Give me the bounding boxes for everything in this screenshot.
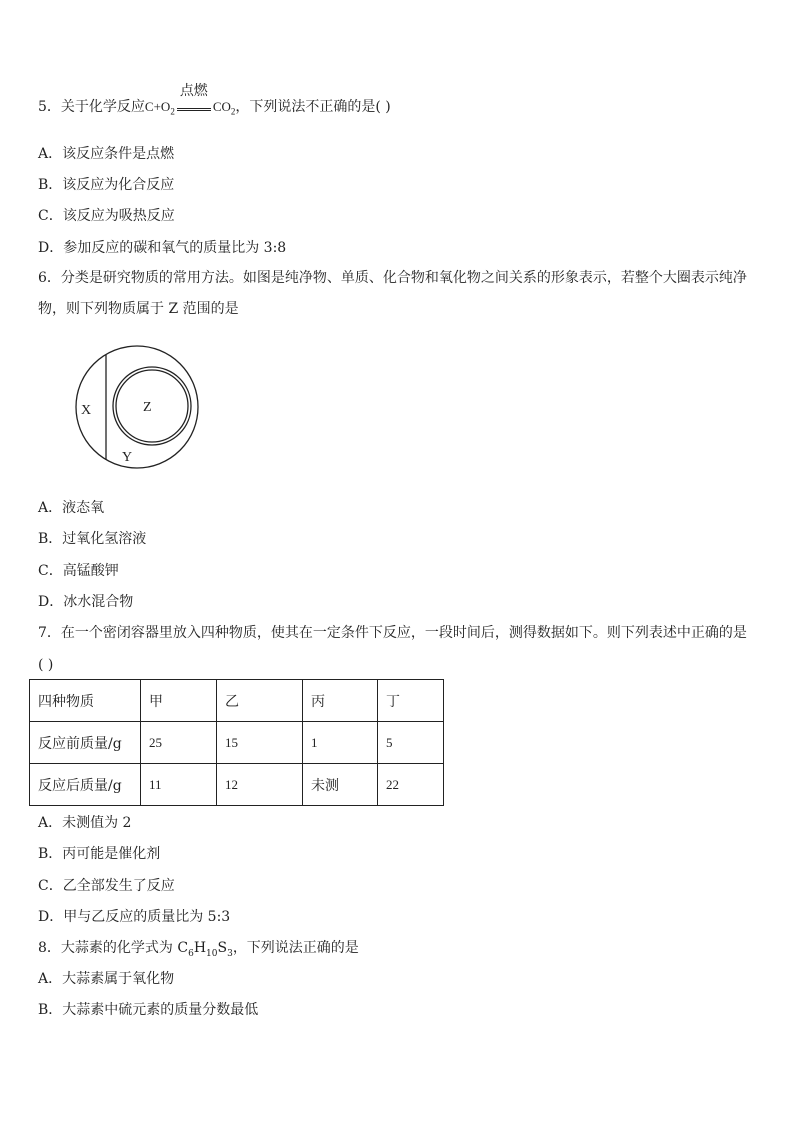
classification-diagram — [64, 344, 214, 474]
table-cell: 5 — [378, 722, 444, 764]
reaction-equation: $C+O_2$ 点燃 $CO_2$ — [144, 83, 236, 117]
question-5-stem — [38, 83, 391, 121]
q5-option-b: B．该反应为化合反应 — [38, 177, 175, 193]
table-row — [30, 764, 444, 806]
q7-option-b: B．丙可能是催化剂 — [38, 846, 161, 862]
q6-option-d: D．冰水混合物 — [38, 594, 134, 610]
table-cell: 1 — [303, 722, 378, 764]
table-cell: 反应后质量/g — [30, 764, 141, 806]
q6-option-a: A．液态氧 — [38, 500, 105, 516]
q5-prefix: 5．关于化学反应 — [38, 99, 145, 115]
question-6-stem: 6．分类是研究物质的常用方法。如图是纯净物、单质、化合物和氧化物之间关系的形象表示，若整个大圈表示纯净物，则下列物质属于 Z 范围的是 — [38, 270, 747, 317]
label-y: Y — [122, 450, 133, 465]
table-cell: 12 — [217, 764, 303, 806]
reaction-condition: 点燃 — [177, 106, 211, 111]
table-cell: 丙 — [303, 680, 378, 722]
q7-option-a: A．未测值为 2 — [38, 815, 132, 831]
middle-circle — [113, 367, 191, 445]
table-cell: 甲 — [141, 680, 217, 722]
table-row — [30, 722, 444, 764]
table-cell: 乙 — [217, 680, 303, 722]
inner-circle — [116, 370, 188, 442]
table-cell: 丁 — [378, 680, 444, 722]
table-cell: 四种物质 — [30, 680, 141, 722]
label-x: X — [81, 403, 92, 418]
q6-option-b: B．过氧化氢溶液 — [38, 531, 147, 547]
mass-data-table — [29, 679, 444, 806]
q8-option-a: A．大蒜素属于氧化物 — [38, 971, 175, 987]
label-z: Z — [143, 400, 152, 415]
table-cell: 11 — [141, 764, 217, 806]
q6-option-c: C．高锰酸钾 — [38, 563, 119, 579]
table-cell: 22 — [378, 764, 444, 806]
q7-answer-paren: ( ) — [38, 657, 54, 673]
table-cell: 反应前质量/g — [30, 722, 141, 764]
question-8-stem: 8．大蒜素的化学式为 $C_6H_{10}S_3$，下列说法正确的是 — [38, 940, 359, 959]
q7-option-d: D．甲与乙反应的质量比为 5:3 — [38, 909, 231, 925]
table-cell: 未测 — [303, 764, 378, 806]
q5-option-d: D．参加反应的碳和氧气的质量比为 3:8 — [38, 240, 287, 256]
q5-suffix: ，下列说法不正确的是( ) — [235, 99, 391, 115]
question-7-stem: 7．在一个密闭容器里放入四种物质，使其在一定条件下反应，一段时间后，测得数据如下。则下列表述中正确的是 — [38, 625, 747, 641]
table-cell: 25 — [141, 722, 217, 764]
q5-option-c: C．该反应为吸热反应 — [38, 208, 175, 224]
outer-circle — [76, 346, 198, 468]
table-cell: 15 — [217, 722, 303, 764]
table-header-row — [30, 680, 444, 722]
q7-option-c: C．乙全部发生了反应 — [38, 878, 175, 894]
q5-option-a: A．该反应条件是点燃 — [38, 146, 175, 162]
q8-option-b: B．大蒜素中硫元素的质量分数最低 — [38, 1002, 259, 1018]
